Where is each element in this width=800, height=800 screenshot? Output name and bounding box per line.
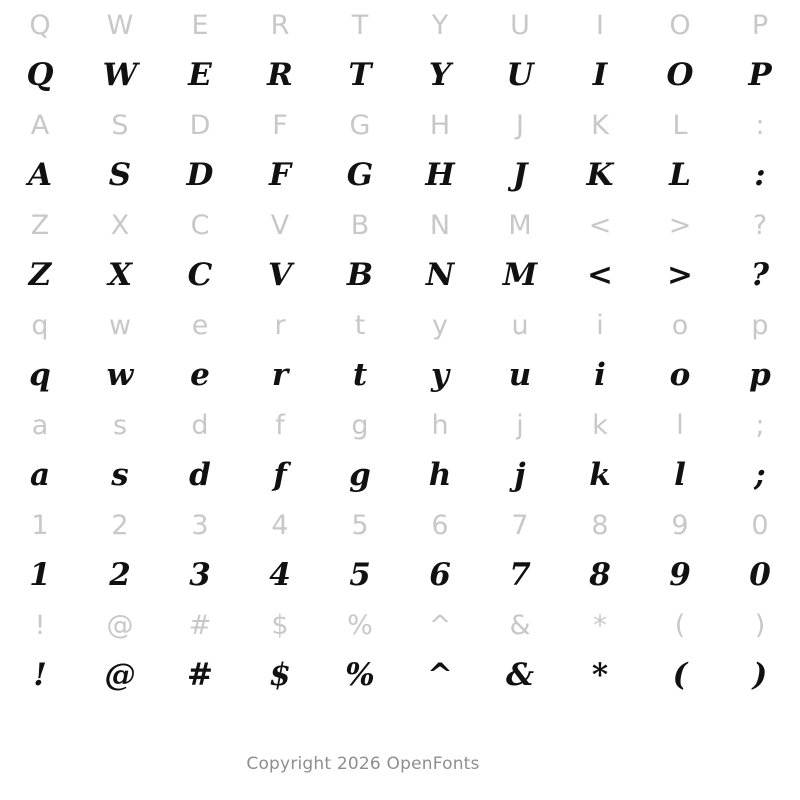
- glyph-cell: S: [108, 156, 132, 193]
- glyph-cell: R: [267, 56, 293, 93]
- glyph-cell: ?: [752, 209, 768, 241]
- glyph-cell: t: [354, 309, 366, 341]
- glyph-cell: I: [596, 9, 604, 41]
- glyph-cell: ^: [428, 609, 452, 641]
- glyph-cell: X: [107, 256, 133, 293]
- glyph-cell: !: [33, 656, 47, 693]
- glyph-cell: A: [30, 109, 50, 141]
- glyph-cell: 6: [429, 556, 451, 593]
- glyph-cell: p: [751, 309, 769, 341]
- glyph-cell: 8: [591, 509, 609, 541]
- glyph-cell: 1: [31, 509, 49, 541]
- glyph-cell: (: [674, 609, 686, 641]
- glyph-cell: B: [346, 256, 374, 293]
- glyph-cell: L: [669, 156, 691, 193]
- glyph-cell: V: [270, 209, 290, 241]
- glyph-cell: j: [516, 409, 524, 441]
- glyph-cell: w: [108, 309, 132, 341]
- glyph-cell: 8: [589, 556, 611, 593]
- glyph-cell: 5: [351, 509, 369, 541]
- glyph-cell: ;: [755, 409, 765, 441]
- glyph-cell: 2: [111, 509, 129, 541]
- glyph-cell: 2: [109, 556, 131, 593]
- glyph-cell: N: [429, 209, 451, 241]
- glyph-cell: o: [671, 309, 689, 341]
- glyph-cell: *: [593, 609, 607, 641]
- glyph-cell: P: [748, 56, 772, 93]
- glyph-cell: w: [106, 356, 134, 393]
- glyph-cell: 0: [749, 556, 771, 593]
- glyph-cell: e: [190, 356, 210, 393]
- glyph-cell: e: [191, 309, 209, 341]
- glyph-cell: r: [274, 309, 286, 341]
- glyph-cell: k: [589, 456, 611, 493]
- glyph-cell: g: [349, 456, 371, 493]
- glyph-cell: T: [351, 9, 369, 41]
- glyph-cell: 6: [431, 509, 449, 541]
- glyph-cell: C: [187, 256, 213, 293]
- copyright-notice: Copyright 2026 OpenFonts: [246, 754, 480, 774]
- glyph-cell: l: [674, 456, 686, 493]
- glyph-cell: A: [27, 156, 53, 193]
- glyph-cell: l: [676, 409, 684, 441]
- glyph-cell: I: [592, 56, 608, 93]
- glyph-cell: u: [511, 309, 529, 341]
- glyph-cell: :: [755, 109, 765, 141]
- glyph-cell: W: [102, 56, 138, 93]
- glyph-cell: f: [273, 456, 287, 493]
- glyph-cell: D: [189, 109, 211, 141]
- glyph-cell: U: [510, 9, 530, 41]
- glyph-cell: R: [270, 9, 290, 41]
- glyph-cell: r: [271, 356, 289, 393]
- glyph-cell: q: [31, 309, 49, 341]
- glyph-cell: @: [106, 609, 134, 641]
- glyph-cell: Y: [431, 9, 449, 41]
- glyph-cell: p: [749, 356, 771, 393]
- glyph-cell: 0: [751, 509, 769, 541]
- glyph-cell: %: [347, 609, 373, 641]
- glyph-cell: $: [271, 609, 289, 641]
- glyph-cell: h: [431, 409, 449, 441]
- glyph-cell: ^: [427, 656, 453, 693]
- glyph-cell: Q: [26, 56, 54, 93]
- glyph-cell: o: [669, 356, 691, 393]
- glyph-cell: a: [29, 456, 51, 493]
- glyph-cell: 3: [189, 556, 211, 593]
- glyph-cell: M: [508, 209, 532, 241]
- glyph-cell: Z: [30, 209, 50, 241]
- glyph-cell: %: [345, 656, 375, 693]
- glyph-cell: J: [512, 156, 528, 193]
- glyph-cell: N: [425, 256, 455, 293]
- glyph-cell: s: [111, 456, 129, 493]
- glyph-cell: a: [31, 409, 49, 441]
- glyph-cell: Q: [29, 9, 51, 41]
- glyph-cell: $: [269, 656, 291, 693]
- glyph-cell: i: [594, 356, 606, 393]
- glyph-cell: 9: [669, 556, 691, 593]
- glyph-cell: y: [432, 309, 448, 341]
- glyph-cell: T: [348, 56, 372, 93]
- glyph-cell: ): [752, 656, 768, 693]
- glyph-cell: @: [104, 656, 136, 693]
- glyph-cell: L: [672, 109, 688, 141]
- glyph-cell: E: [191, 9, 209, 41]
- glyph-cell: X: [110, 209, 130, 241]
- glyph-cell: i: [596, 309, 604, 341]
- glyph-cell: s: [112, 409, 128, 441]
- glyph-cell: H: [429, 109, 451, 141]
- glyph-cell: ;: [754, 456, 766, 493]
- glyph-cell: C: [190, 209, 210, 241]
- glyph-cell: K: [586, 156, 614, 193]
- glyph-cell: 3: [191, 509, 209, 541]
- glyph-cell: 5: [349, 556, 371, 593]
- glyph-cell: V: [267, 256, 293, 293]
- glyph-cell: g: [351, 409, 369, 441]
- glyph-cell: H: [425, 156, 455, 193]
- glyph-cell: <: [587, 256, 613, 293]
- glyph-cell: G: [346, 156, 374, 193]
- glyph-cell: F: [272, 109, 288, 141]
- glyph-cell: E: [188, 56, 212, 93]
- glyph-cell: B: [350, 209, 370, 241]
- glyph-cell: f: [275, 409, 285, 441]
- glyph-cell: !: [34, 609, 46, 641]
- glyph-cell: #: [188, 609, 212, 641]
- glyph-cell: d: [189, 456, 211, 493]
- glyph-cell: ): [754, 609, 766, 641]
- glyph-cell: >: [667, 256, 693, 293]
- glyph-cell: D: [186, 156, 214, 193]
- glyph-cell: <: [588, 209, 612, 241]
- glyph-cell: S: [111, 109, 129, 141]
- glyph-cell: *: [591, 656, 609, 693]
- glyph-cell: J: [516, 109, 524, 141]
- glyph-cell: >: [668, 209, 692, 241]
- glyph-cell: h: [428, 456, 452, 493]
- glyph-cell: Y: [428, 56, 452, 93]
- glyph-cell: M: [502, 256, 538, 293]
- glyph-cell: &: [506, 656, 534, 693]
- glyph-cell: 4: [269, 556, 291, 593]
- glyph-cell: (: [672, 656, 688, 693]
- glyph-cell: 7: [511, 509, 529, 541]
- glyph-cell: G: [349, 109, 371, 141]
- glyph-cell: u: [508, 356, 532, 393]
- glyph-cell: W: [106, 9, 134, 41]
- glyph-cell: t: [352, 356, 368, 393]
- glyph-cell: O: [666, 56, 694, 93]
- glyph-cell: 7: [509, 556, 531, 593]
- glyph-cell: :: [754, 156, 766, 193]
- glyph-cell: #: [187, 656, 213, 693]
- glyph-cell: P: [751, 9, 769, 41]
- glyph-cell: Z: [28, 256, 52, 293]
- glyph-cell: 1: [29, 556, 51, 593]
- glyph-cell: j: [514, 456, 526, 493]
- glyph-cell: 9: [671, 509, 689, 541]
- glyph-cell: O: [669, 9, 691, 41]
- glyph-cell: &: [509, 609, 531, 641]
- glyph-cell: U: [506, 56, 534, 93]
- glyph-cell: k: [592, 409, 608, 441]
- glyph-cell: F: [268, 156, 291, 193]
- glyph-cell: y: [430, 356, 449, 393]
- glyph-cell: q: [29, 356, 51, 393]
- glyph-cell: 4: [271, 509, 289, 541]
- glyph-cell: ?: [750, 256, 770, 293]
- glyph-cell: K: [591, 109, 609, 141]
- glyph-cell: d: [191, 409, 209, 441]
